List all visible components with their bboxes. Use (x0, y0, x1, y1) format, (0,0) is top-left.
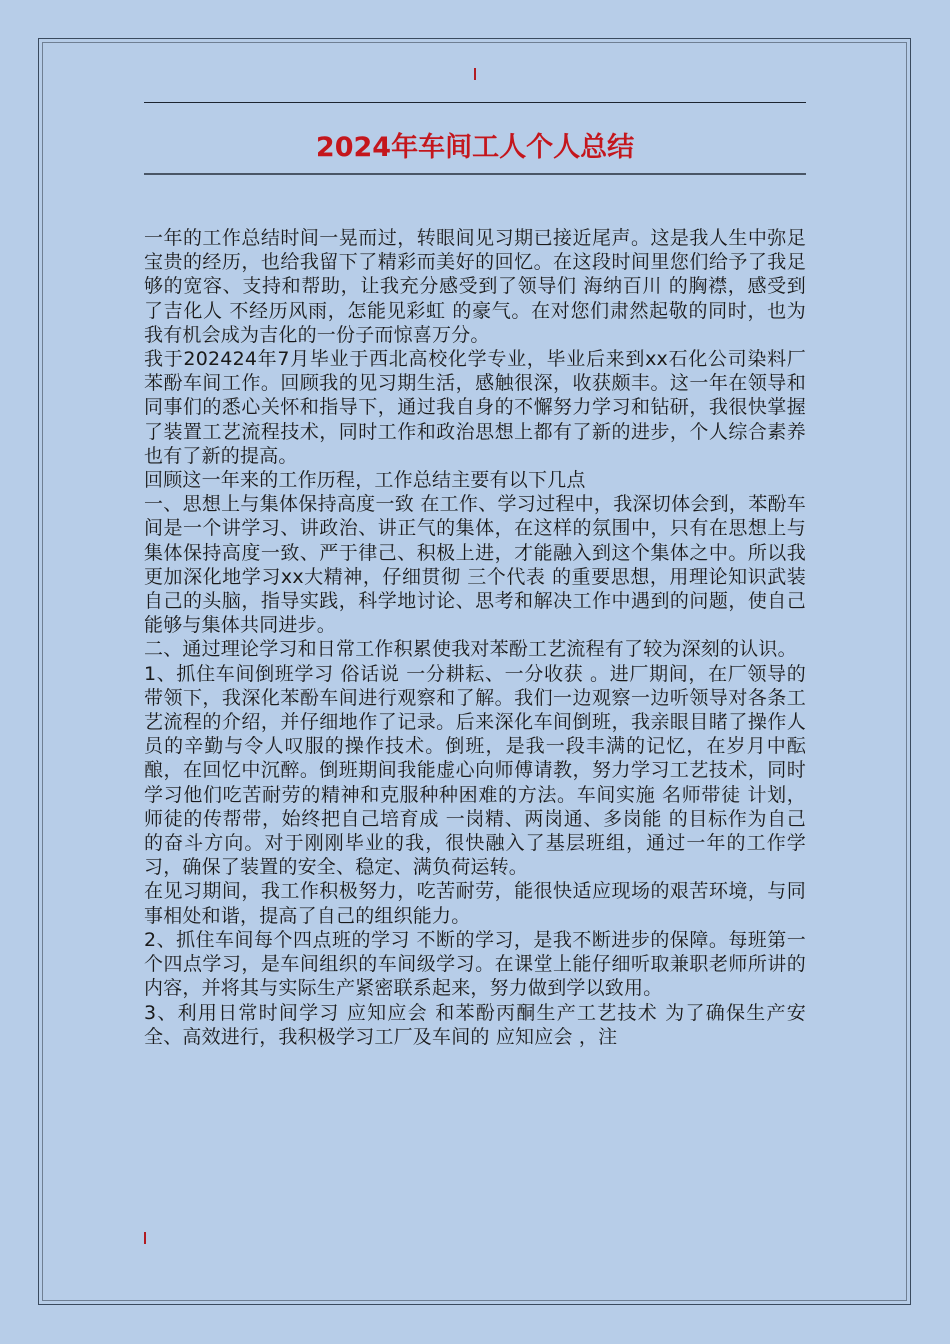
paragraph: 一、思想上与集体保持高度一致 在工作、学习过程中，我深切体会到，苯酚车间是一个讲学习、讲政治、讲正气的集体，在这样的氛围中，只有在思想上与集体保持高度一致、严于律己、积极上进，才能融入到这个集体之中。所以我更加深化地学习xx大精神，仔细贯彻 三个代表 的重要思想，用理论知识武装自己的头脑，指导实践，科学地讨论、思考和解决工作中遇到的问题，使自己能够与集体共同进步。 (144, 493, 806, 637)
paragraph: 我于202424年7月毕业于西北高校化学专业，毕业后来到xx石化公司染料厂苯酚车间工作。回顾我的见习期生活，感触很深，收获颇丰。这一年在领导和同事们的悉心关怀和指导下，通过我自身的不懈努力学习和钻研，我很快掌握了装置工艺流程技术，同时工作和政治思想上都有了新的进步，个人综合素养也有了新的提高。 (144, 348, 806, 467)
paragraph: 回顾这一年来的工作历程，工作总结主要有以下几点 (144, 469, 586, 492)
title-divider (144, 173, 806, 175)
header-cursor-mark (474, 68, 476, 80)
paragraph: 1、抓住车间倒班学习 俗话说 一分耕耘、一分收获 。进厂期间，在厂领导的带领下，我深化苯酚车间进行观察和了解。我们一边观察一边听领导对各条工艺流程的介绍，并仔细地作了记录。后来深化车间倒班，我亲眼目睹了操作人员的辛勤与令人叹服的操作技术。倒班，是我一段丰满的记忆，在岁月中酝酿，在回忆中沉醉。倒班期间我能虚心向师傅请教，努力学习工艺技术，同时学习他们吃苦耐劳的精神和克服种种困难的方法。车间实施 名师带徒 计划，师徒的传帮带，始终把自己培育成 一岗精、两岗通、多岗能 的目标作为自己的奋斗方向。对于刚刚毕业的我，很快融入了基层班组，通过一年的工作学习，确保了装置的安全、稳定、满负荷运转。 (144, 662, 806, 879)
paragraph: 一年的工作总结时间一晃而过，转眼间见习期已接近尾声。这是我人生中弥足宝贵的经历，也给我留下了精彩而美好的回忆。在这段时间里您们给予了我足够的宽容、支持和帮助，让我充分感受到了领导们 海纳百川 的胸襟，感受到了吉化人 不经历风雨，怎能见彩虹 的豪气。在对您们肃然起敬的同时，也为我有机会成为吉化的一份子而惊喜万分。 (144, 227, 806, 346)
header-divider (144, 102, 806, 103)
document-title: 2024年车间工人个人总结 (315, 132, 635, 163)
paragraph: 3、利用日常时间学习 应知应会 和苯酚丙酮生产工艺技术 为了确保生产安全、高效进行，我积极学习工厂及车间的 应知应会 ，注 (144, 1001, 806, 1048)
paragraph: 在见习期间，我工作积极努力，吃苦耐劳，能很快适应现场的艰苦环境，与同事相处和谐，提高了自己的组织能力。 (144, 880, 806, 927)
paragraph: 二、通过理论学习和日常工作积累使我对苯酚工艺流程有了较为深刻的认识。 (144, 638, 797, 661)
paragraph: 2、抓住车间每个四点班的学习 不断的学习，是我不断进步的保障。每班第一个四点学习，是车间组织的车间级学习。在课堂上能仔细听取兼职老师所讲的内容，并将其与实际生产紧密联系起来，努力做到学以致用。 (144, 928, 806, 1000)
footer-cursor-mark (144, 1232, 146, 1244)
document-body (144, 226, 806, 1049)
